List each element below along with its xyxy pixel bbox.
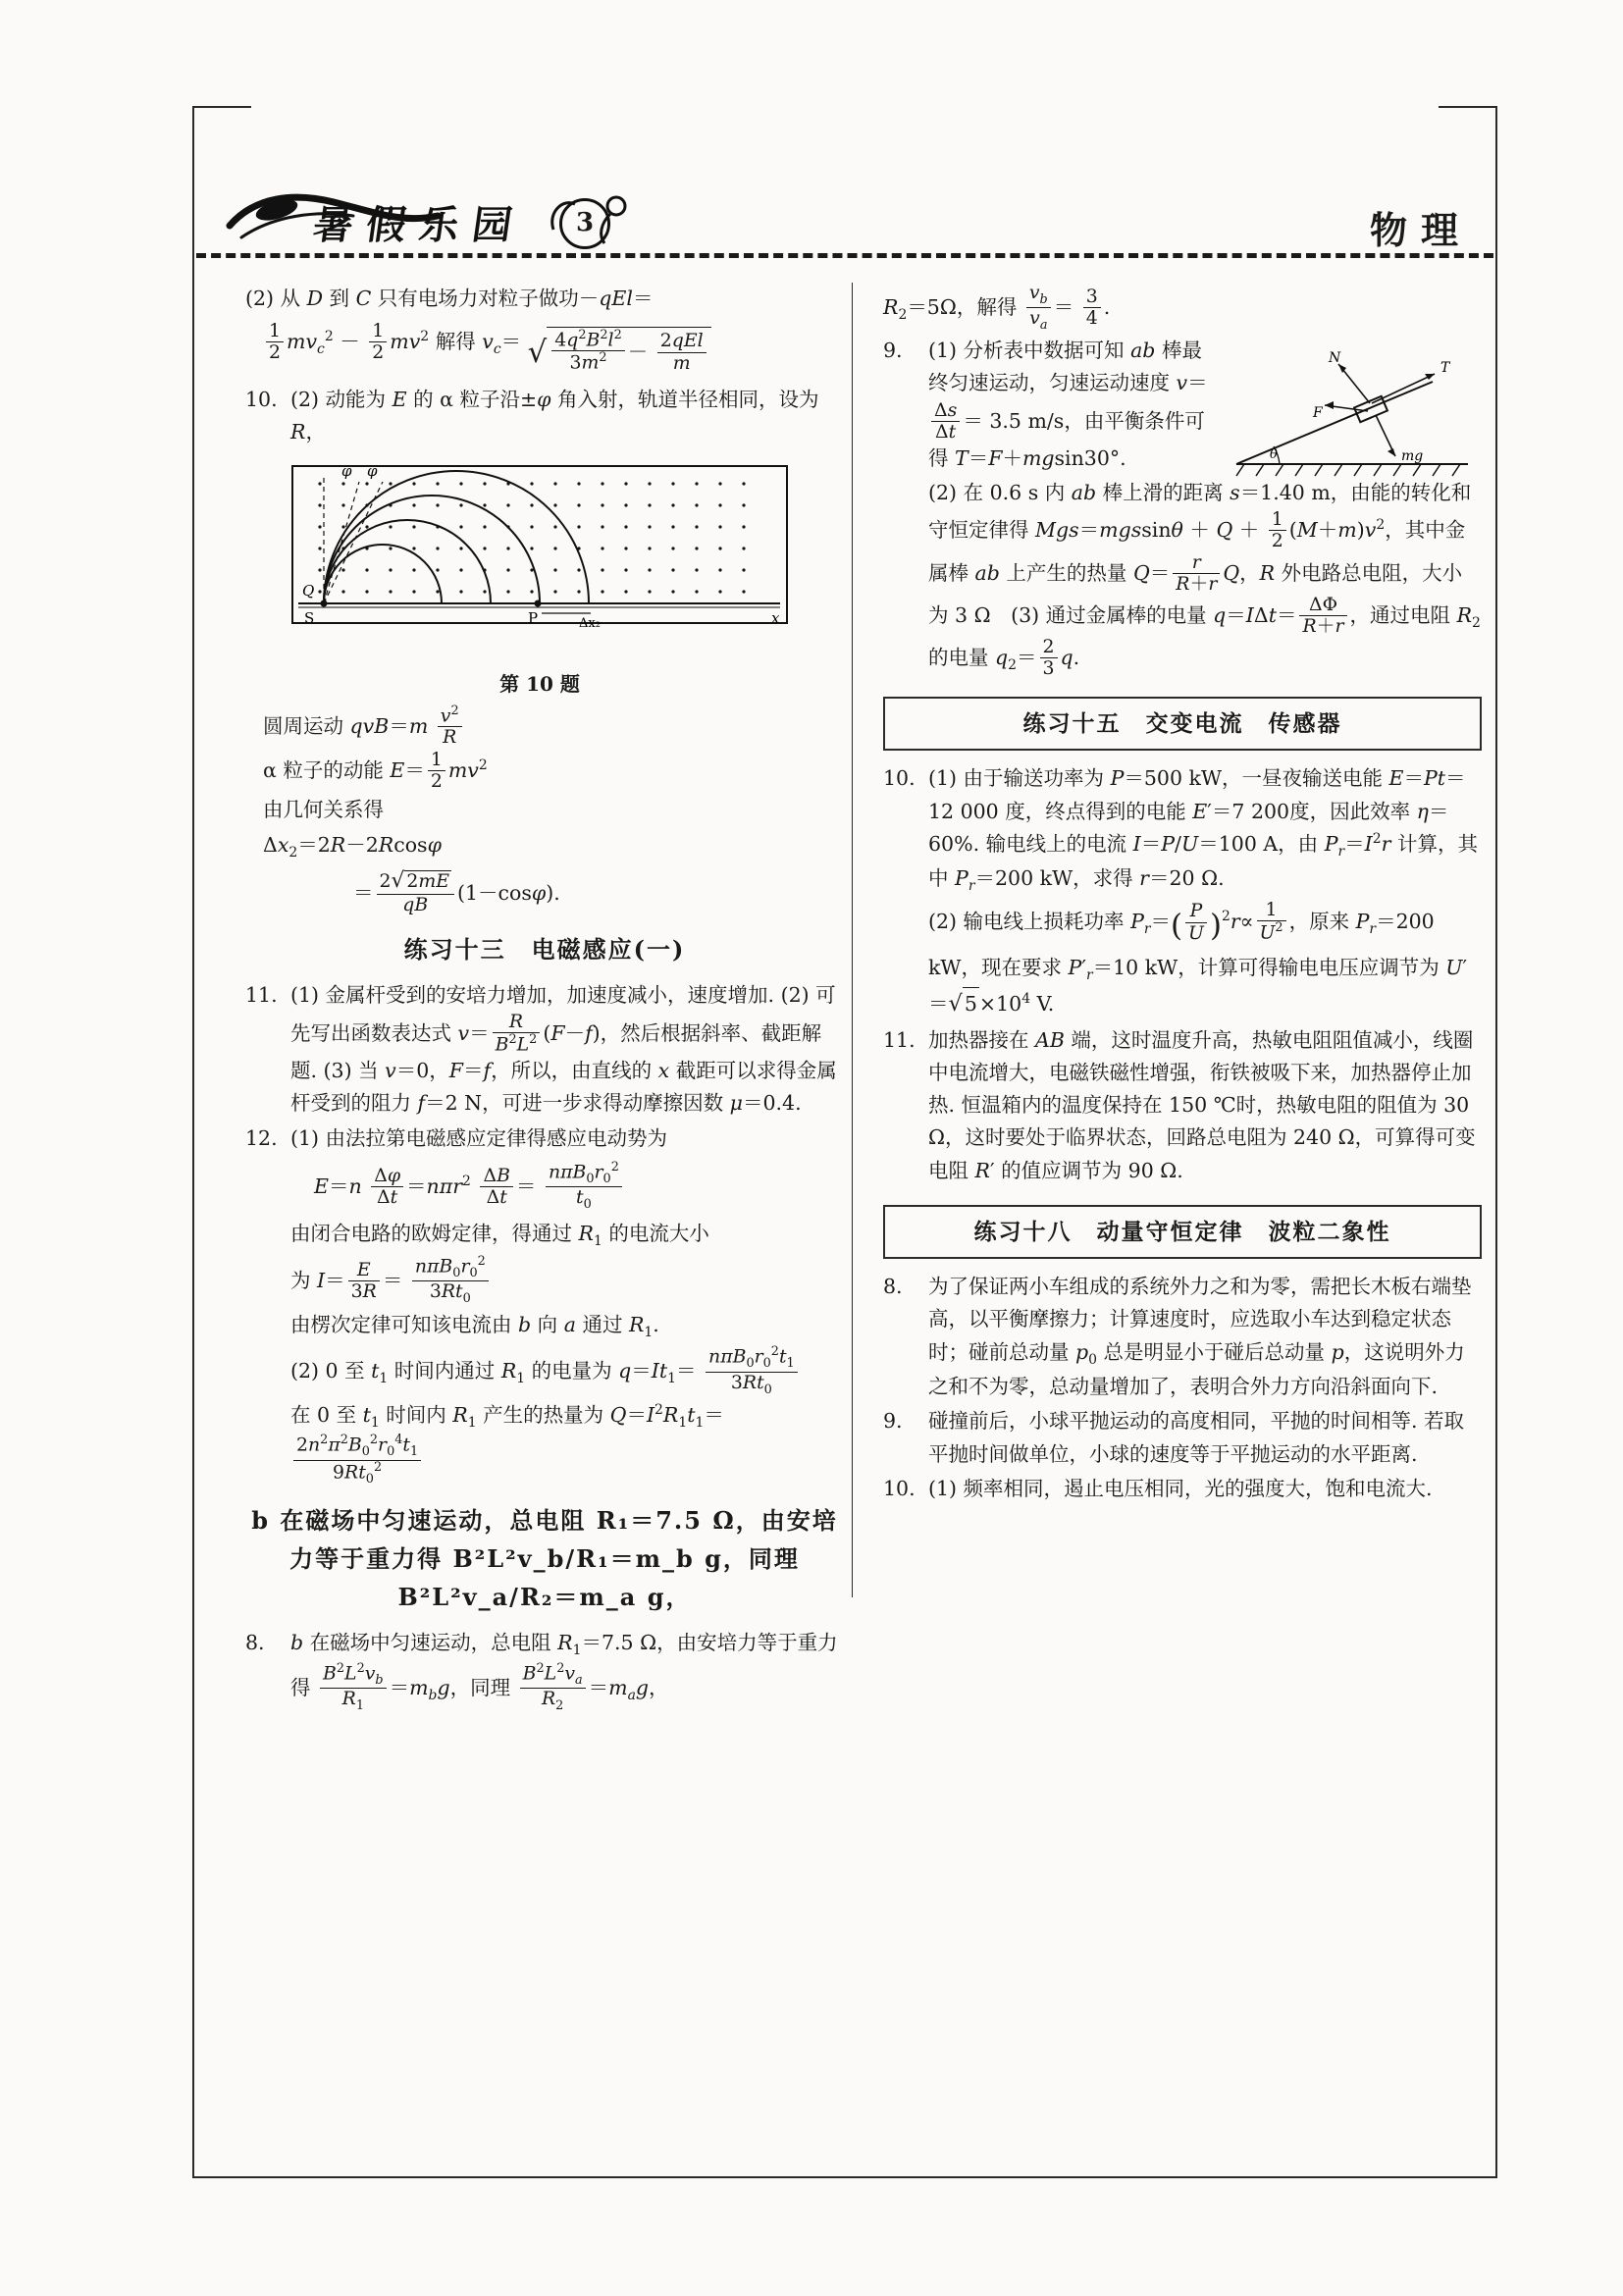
section-heading: 练习十五 交变电流 传感器 [883,697,1482,751]
item-number: 11. [245,982,278,1007]
answer-item: 8. 为了保证两小车组成的系统外力之和为零，需把长木板右端垫高，以平衡摩擦力；计算速度时，应选取小车达到稳定状态时；碰前总动量 $p_0$ 总是明显小于碰后总动量 p，这说明外力之和不为零，总动量增加了，表明合外力方向沿斜面向下. [883,1271,1482,1403]
answer-paragraph: 为 I＝ $\frac{E}{3R}$ ＝ $\frac{n\pi B_0r_0^2}{3Rt_0}$ [245,1255,844,1307]
svg-text:x: x [771,609,780,628]
answer-item: 9. 碰撞前后，小球平抛运动的高度相同，平抛的时间相等. 若取平抛时间做单位，小球的速度等于平抛运动的水平距离. [883,1405,1482,1470]
answer-paragraph: (2) 输电线上损耗功率 $P_r=$( $\frac{P}{U}$ )$^2$r∝ $\frac{1}{U^2}$ ，原来 $P_r=200$ kW，现在要求 $P'_r=10$ kW，计算可得输电电压应调节为 $U'=√5\times 10^4$ V. [883,900,1482,1022]
svg-text:φ: φ [367,462,378,481]
answer-paragraph: α 粒子的动能 E＝ $\frac{1}{2}$ $mv^2$ [263,749,488,793]
answer-item: 10. (1) 频率相同，遏止电压相同，光的强度大，饱和电流大. [883,1473,1482,1505]
section-heading: 练习十三 电磁感应(一) [403,934,686,964]
frame-top-left-stub [192,106,251,108]
svg-text:Δx₂: Δx₂ [579,616,601,632]
section-heading: 练习十八 动量守恒定律 波粒二象性 [883,1205,1482,1259]
svg-text:θ: θ [1270,447,1278,463]
page-header [196,177,1492,294]
answer-item: 11. (1) 金属杆受到的安培力增加，加速度减小，速度增加. (2) 可先写出函数表达式 v＝ $\frac{R}{B^2L^2}$ (F－f)，然后根据斜率、截距解题. (3) 当 v＝0，F＝f，所以，由直线的 x 截距可以求得金属杆受到的阻力 f＝2 N，可进一步求得动摩擦因数 μ＝0.4. [245,979,844,1121]
section-heading: b 在磁场中匀速运动，总电阻 R₁＝7.5 Ω，由安培力等于重力得 B²L²v_b/R₁＝m_b g，同理 B²L²v_a/R₂＝m_a g， [251,1506,838,1612]
answer-item: 10. (1) 由于输送功率为 P＝500 kW，一昼夜输送电能 E＝Pt＝12 000 度，终点得到的电能 E′＝7 200度，因此效率 η＝60%. 输电线上的电流 I＝P/U＝100 A，由 $P_r=I^2r$ 计算，其中 $P_r=200$ kW，求得 r＝20 Ω. [883,762,1482,898]
item-9-with-figure [883,335,1482,475]
item-number: 10. [245,387,278,411]
svg-text:N: N [1329,350,1341,367]
answer-paragraph: 由几何关系得 [263,798,384,822]
item-number: 8. [883,1275,903,1299]
right-column [883,283,1482,1507]
answer-paragraph: 由楞次定律可知该电流由 b 向 a 通过 $R_1$. [290,1312,659,1340]
equation-line: $\frac{1}{2}$ $mv_c^2$ － $\frac{1}{2}$ $mv^2$ 解得 $v_c=$ √ $\frac{4q^2B^2l^2}{3m^2}$ － $\frac{\text{2qEl}}{m}$ [245,321,844,378]
answer-item: 10. (2) 动能为 E 的 α 粒子沿±φ 角入射，轨道半径相同，设为 R， [245,384,844,448]
answer-paragraph: (2) 从 D 到 C 只有电场力对粒子做功－qEl＝ [245,287,654,310]
svg-text:S: S [304,609,315,628]
answer-paragraph: 在 0 至 $t_1$ 时间内 $R_1$ 产生的热量为 $Q=I^2R_1t_1=$ $\frac{2n^2\pi^2B_0^2r_0^4t_1}{9Rt_0^2}$ [290,1401,724,1487]
answer-paragraph: (2) 在 0.6 s 内 ab 棒上滑的距离 s＝1.40 m，由能的转化和守恒定律得 Mgs＝mgssinθ ＋ Q ＋ $\frac{1}{2}$ $(M+m)v^2$，其中金属棒 ab 上产生的热量 Q＝ $\frac{r}{R+r}$ Q，R 外电路总电阻，大小为 3 Ω (3) 通过金属棒的电量 q＝IΔt＝ $\frac{\Delta\Phi}{R+r}$ ，通过电阻 $R_2$ 的电量 $q_2=$ $\frac{2}{3}$ q. [928,481,1481,680]
item-number: 8. [245,1630,265,1654]
item-number: 11. [883,1027,916,1052]
answer-item: 12. (1) 由法拉第电磁感应定律得感应电动势为 [245,1122,844,1155]
answer-item: 9. (1) 分析表中数据可知 ab 棒最终匀速运动，匀速运动速度 v＝ $\frac{\Delta s}{\Delta t}$ ＝ 3.5 m/s，由平衡条件可得 T＝F＋mgsin30°. [883,335,1482,475]
subject-label: 物理 [1369,209,1472,252]
equation-line: ＝ $\frac{2√ 2mE}{qB}$ (1－cosφ). [353,868,560,915]
equation-line: E＝n $\frac{\Delta\varphi}{\Delta t}$ ＝nπr$^2$ $\frac{\Delta B}{\Delta t}$ ＝ $\frac{n\pi B_0r_0^2}{t_0}$ [245,1161,844,1213]
answer-paragraph: 由闭合电路的欧姆定律，得通过 $R_1$ 的电流大小 [290,1222,709,1250]
column-divider [852,283,853,1597]
svg-text:T: T [1440,360,1450,377]
left-column [245,283,844,1715]
svg-text:P: P [528,609,539,628]
item-number: 9. [883,339,903,363]
answer-paragraph: $\Delta x_2=2R-2Rcos\varphi$ [263,832,442,861]
answer-paragraph: (2) 0 至 $t_1$ 时间内通过 $R_1$ 的电量为 $q=It_1=$ $\frac{n\pi B_0r_0^2t_1}{3Rt_0}$ [245,1345,844,1397]
item-number: 12. [245,1125,278,1150]
svg-text:Q: Q [302,582,315,600]
answer-paragraph: $R_2=5\Omega$，解得 $\frac{v_b}{v_a}$ ＝ $\frac{3}{4}$ . [883,282,1111,333]
figure-problem-10 [285,458,795,701]
answer-paragraph: 圆周运动 qvB＝m $\frac{v^2}{R}$ [245,704,844,749]
item-number: 9. [883,1409,903,1434]
page-number: 3 [559,198,610,249]
frame-top-right-stub [1439,106,1497,108]
answer-item: 11. 加热器接在 AB 端，这时温度升高，热敏电阻阻值减小，线圈中电流增大，电磁铁磁性增强，衔铁被吸下来，加热器停止加热. 恒温箱内的温度保持在 150 ℃时，热敏电阻的阻值为 30 Ω，这时要处于临界状态，回路总电阻为 240 Ω，可算得可变电阻 R′ 的值应调节为 90 Ω. [883,1024,1482,1187]
figure-10-caption: 第 10 题 [499,672,580,697]
answer-item: 8. b 在磁场中匀速运动，总电阻 $R_1=7.5$ Ω，由安培力等于重力得 $\frac{B^2L^2v_b}{R_1}$ $=m_bg$，同理 $\frac{B^2L^2v_a}{R_2}$ $=m_ag$， [245,1627,844,1713]
item-number: 10. [883,1476,916,1500]
item-number: 10. [883,766,916,791]
svg-text:F: F [1313,405,1323,422]
brand-logo-text: 暑假乐园 [310,202,529,248]
figure-10-drawing [285,458,795,654]
svg-text:mg: mg [1401,448,1424,465]
header-dashed-rule [196,253,1493,258]
svg-text:φ: φ [341,462,352,481]
